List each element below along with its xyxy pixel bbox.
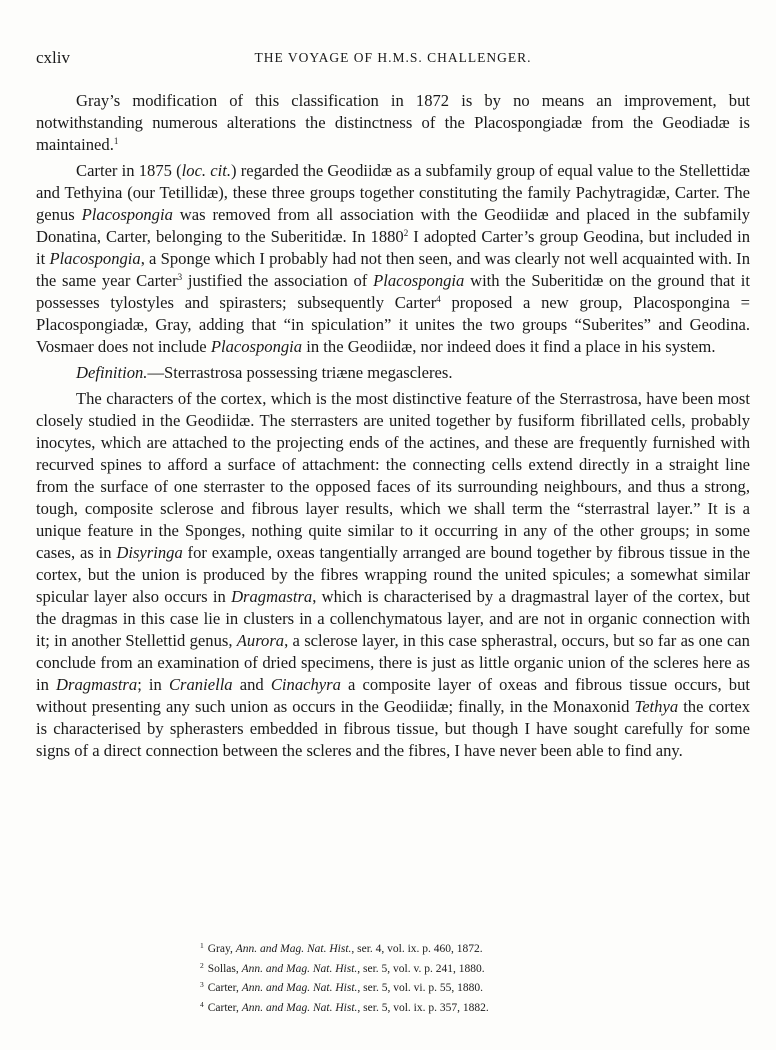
footnote-ref-1[interactable]: 1 (113, 136, 119, 146)
page-header (36, 48, 750, 72)
footnote-ref-4[interactable]: 4 (436, 294, 441, 304)
footnotes (200, 938, 630, 1016)
paragraph-gray-modification: Gray’s modification of this classification in 1872 is by no means an improvement, but notwithstanding numerous alterations the distinctness of the Placospongiadæ from the Geodiadæ is maintained.$^1$ (36, 91, 750, 154)
running-head: THE VOYAGE OF H.M.S. CHALLENGER. (254, 50, 532, 65)
footnote-ref-2[interactable]: 2 (403, 228, 409, 238)
paragraph-cortex-characters: The characters of the cortex, which is the most distinctive feature of the Sterrastrosa, have been most closely studied in the Geodiidæ. The sterrasters are united together by fusiform fibrillated cells, probably inocytes, which are attached to the projecting ends of the actines, and these are frequently furnished with recurved spines to afford a surface of attachment: the connecting cells extend directly in a straight line from the surface of one sterraster to the opposed faces of its surrounding neighbours, and thus a strong, tough, composite sclerose and fibrous layer results, which we shall term the “sterrastral layer.” It is a unique feature in the Sponges, nothing quite similar to it occurring in any of the other groups; in some cases, as in Disyringa for example, oxeas tangentially arranged are bound together by fibrous tissue in the cortex, but the union is produced by the fibres wrapping round the united spicules; a somewhat similar spicular layer also occurs in Dragmastra, which is characterised by a dragmastral layer of the cortex, but the dragmas in this case lie in clusters in a collenchymatous layer, and are not in organic connection with it; in another Stellettid genus, Aurora, a sclerose layer, in this case spherastral, occurs, but so far as one can conclude from an examination of dried specimens, there is just as little organic union of the scleres here as in Dragmastra; in Craniella and Cinachyra a composite layer of oxeas and fibrous tissue occurs, but without presenting any such union as occurs in the Geodiidæ; finally, in the Monaxonid Tethya the cortex is characterised by spherasters embedded in fibrous tissue, but though I have sought carefully for some signs of a direct connection between the scleres and the fibres, I have never been able to find any. (36, 389, 750, 760)
paragraph-carter-1875: Carter in 1875 (loc. cit.) regarded the Geodiidæ as a subfamily group of equal value to the Stellettidæ and Tethyina (our Tetillidæ), these three groups together constituting the family Pachytragidæ, Carter. The genus Placospongia was removed from all association with the Geodiidæ and placed in the subfamily Donatina, Carter, belonging to the Suberitidæ. In 1880$^2$ I adopted Carter’s group Geodina, but included in it Placospongia, a Sponge which I probably had not then seen, and was clearly not well acquainted with. In the same year Carter$^3$ justified the association of Placospongia with the Suberitidæ on the ground that it possesses tylostyles and spirasters; subsequently Carter$^4$ proposed a new group, Placospongina = Placospongiadæ, Gray, adding that “in spiculation” it unites the two groups “Suberites” and Geodina. Vosmaer does not include Placospongia in the Geodiidæ, nor indeed does it find a place in his system. (36, 161, 751, 356)
page-number: cxliv (36, 48, 70, 67)
footnote-3: $^3$ Carter, Ann. and Mag. Nat. Hist., ser. 5, vol. vi. p. 55, 1880. (200, 980, 483, 994)
body-text (36, 90, 750, 762)
definition-label: Definition. (76, 363, 148, 382)
footnote-4: $^4$ Carter, Ann. and Mag. Nat. Hist., ser. 5, vol. ix. p. 357, 1882. (200, 999, 489, 1014)
footnote-1: $^1$ Gray, Ann. and Mag. Nat. Hist., ser. 4, vol. ix. p. 460, 1872. (200, 941, 483, 955)
footnote-ref-3[interactable]: 3 (177, 272, 183, 282)
footnote-2: $^2$ Sollas, Ann. and Mag. Nat. Hist., ser. 5, vol. v. p. 241, 1880. (200, 960, 485, 975)
definition-paragraph: Definition.—Sterrastrosa possessing triæne megascleres. (76, 363, 453, 382)
